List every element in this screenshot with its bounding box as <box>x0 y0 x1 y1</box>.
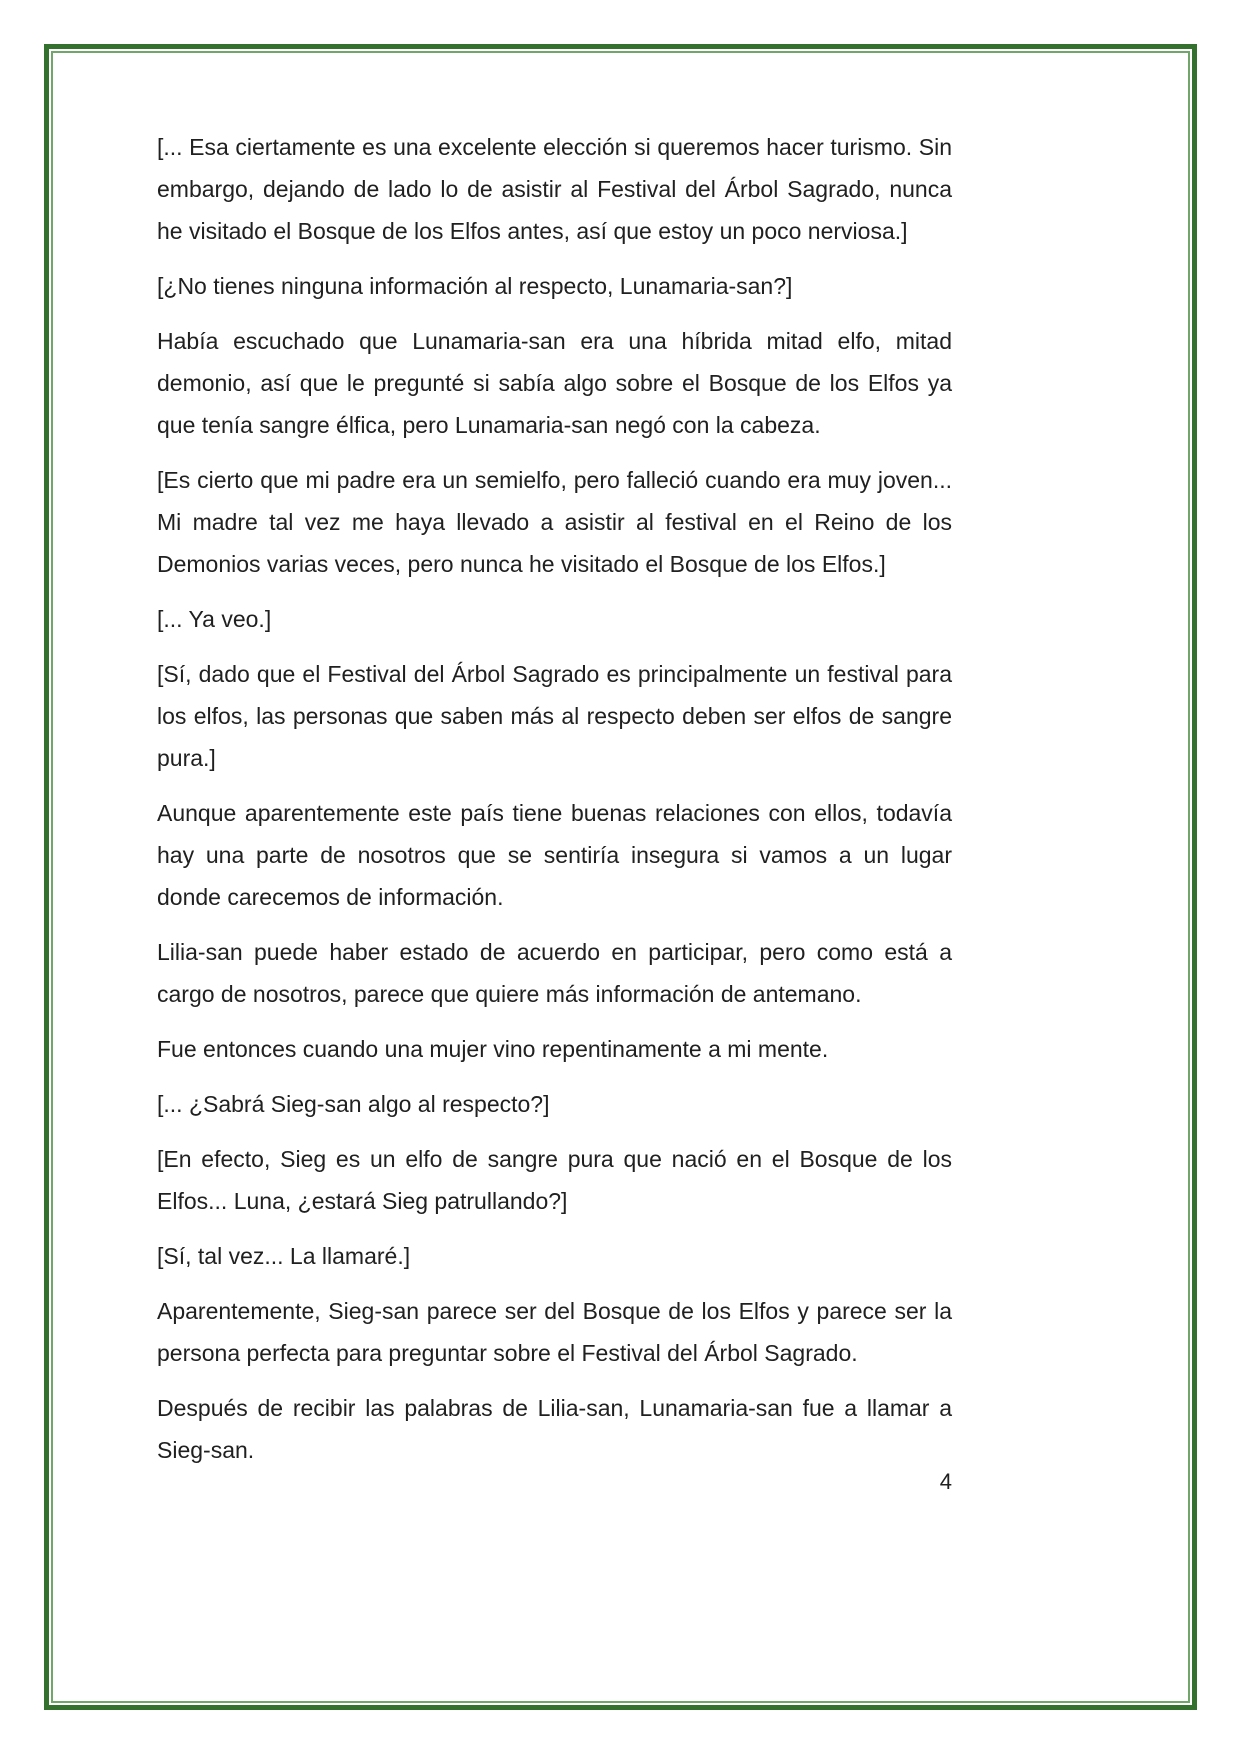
paragraph: [En efecto, Sieg es un elfo de sangre pura que nació en el Bosque de los Elfos... Luna, ¿estará Sieg patrullando?] <box>157 1146 952 1214</box>
paragraph: [... ¿Sabrá Sieg-san algo al respecto?] <box>157 1091 550 1117</box>
paragraph: [... Ya veo.] <box>157 606 272 632</box>
paragraph: Lilia-san puede haber estado de acuerdo en participar, pero como está a cargo de nosotros, parece que quiere más información de antemano. <box>157 939 952 1007</box>
paragraph: [Sí, dado que el Festival del Árbol Sagrado es principalmente un festival para los elfos, las personas que saben más al respecto deben ser elfos de sangre pura.] <box>157 661 952 771</box>
paragraph: [¿No tienes ninguna información al respecto, Lunamaria-san?] <box>157 273 793 299</box>
page-number: 4 <box>939 1469 952 1494</box>
paragraph: Fue entonces cuando una mujer vino repentinamente a mi mente. <box>157 1036 829 1062</box>
paragraph: Después de recibir las palabras de Lilia-san, Lunamaria-san fue a llamar a Sieg-san. <box>157 1395 952 1463</box>
text-content <box>157 126 952 1484</box>
paragraph: Aparentemente, Sieg-san parece ser del Bosque de los Elfos y parece ser la persona perfecta para preguntar sobre el Festival del Árbol Sagrado. <box>157 1298 952 1366</box>
paragraph: [Es cierto que mi padre era un semielfo, pero falleció cuando era muy joven... Mi madre tal vez me haya llevado a asistir al festival en el Reino de los Demonios varias veces, pero nunca he visitado el Bosque de los Elfos.] <box>157 467 952 577</box>
paragraph: Aunque aparentemente este país tiene buenas relaciones con ellos, todavía hay una parte de nosotros que se sentiría insegura si vamos a un lugar donde carecemos de información. <box>157 800 952 910</box>
paragraph: [... Esa ciertamente es una excelente elección si queremos hacer turismo. Sin embargo, dejando de lado lo de asistir al Festival del Árbol Sagrado, nunca he visitado el Bosque de los Elfos antes, así que estoy un poco nerviosa.] <box>157 134 952 244</box>
paragraph: Había escuchado que Lunamaria-san era una híbrida mitad elfo, mitad demonio, así que le pregunté si sabía algo sobre el Bosque de los Elfos ya que tenía sangre élfica, pero Lunamaria-san negó con la cabeza. <box>157 328 952 438</box>
paragraph: [Sí, tal vez... La llamaré.] <box>157 1243 411 1269</box>
